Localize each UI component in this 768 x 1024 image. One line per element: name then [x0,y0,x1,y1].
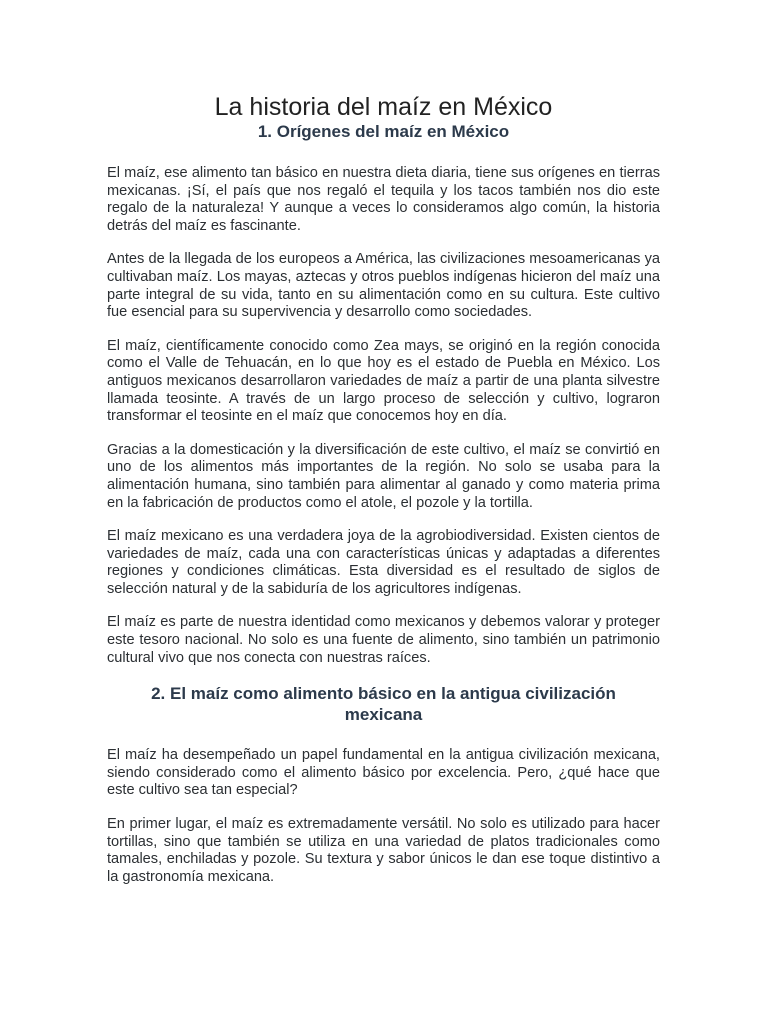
section-1-paragraph-1: El maíz, ese alimento tan básico en nuestra dieta diaria, tiene sus orígenes en tierras mexicanas. ¡Sí, el país que nos regaló el tequila y los tacos también nos dio este regalo de la naturaleza! Y aunque a veces lo consideramos algo común, la historia detrás del maíz es fascinante. [107,165,660,234]
section-2-paragraph-1: El maíz ha desempeñado un papel fundamental en la antigua civilización mexicana, siendo considerado como el alimento básico por excelencia. Pero, ¿qué hace que este cultivo sea tan especial? [107,747,660,799]
section-1-paragraph-5: El maíz mexicano es una verdadera joya de la agrobiodiversidad. Existen cientos de variedades de maíz, cada una con características únicas y adaptadas a diferentes regiones y condiciones climáticas. Esta diversidad es el resultado de siglos de selección natural y de la sabiduría de los agricultores indígenas. [107,528,660,597]
section-1-paragraph-2: Antes de la llegada de los europeos a América, las civilizaciones mesoamericanas ya cultivaban maíz. Los mayas, aztecas y otros pueblos indígenas hicieron del maíz una parte integral de su vida, tanto en su alimentación como en su cultura. Este cultivo fue esencial para su supervivencia y desarrollo como sociedades. [107,251,660,321]
document-title: La historia del maíz en México [214,93,553,121]
section-1-paragraph-4: Gracias a la domesticación y la diversificación de este cultivo, el maíz se convirtió en uno de los alimentos más importantes de la región. No solo se usaba para la alimentación humana, sino también para alimentar al ganado y como materia prima en la fabricación de productos como el atole, el pozole y la tortilla. [107,441,660,511]
section-2-heading-wrap [107,683,660,725]
section-1-paragraph-3: El maíz, científicamente conocido como Zea mays, se originó en la región conocida como el Valle de Tehuacán, en lo que hoy es el estado de Puebla en México. Los antiguos mexicanos desarrollaron variedades de maíz a partir de una planta silvestre llamada teosinte. A través de un largo proceso de selección y cultivo, lograron transformar el teosinte en el maíz que conocemos hoy en día. [107,337,660,425]
section-2-heading: 2. El maíz como alimento básico en la antigua civilización mexicana [151,684,616,725]
document-page [107,92,660,886]
section-2-paragraph-2: En primer lugar, el maíz es extremadamente versátil. No solo es utilizado para hacer tortillas, sino que también se utiliza en una variedad de platos tradicionales como tamales, enchiladas y pozole. Su textura y sabor únicos le dan ese toque distintivo a la gastronomía mexicana. [107,816,660,885]
section-1-paragraph-6: El maíz es parte de nuestra identidad como mexicanos y debemos valorar y proteger este tesoro nacional. No solo es una fuente de alimento, sino también un patrimonio cultural vivo que nos conecta con nuestras raíces. [107,614,660,666]
section-1-heading: 1. Orígenes del maíz en México [257,122,510,141]
